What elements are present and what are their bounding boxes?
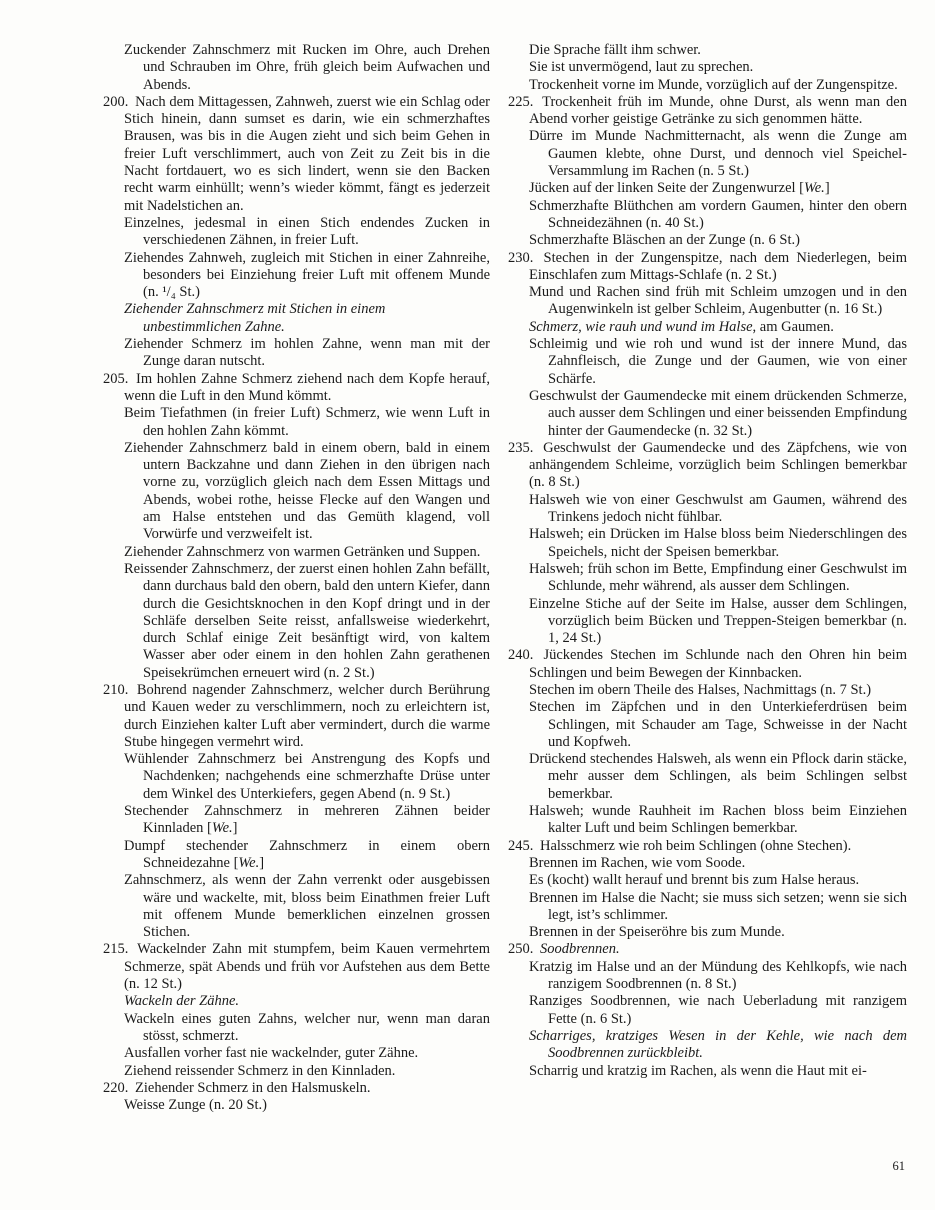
symptom-text: Weisse Zunge (n. 20 St.) [124, 1097, 268, 1114]
entry-number: 220. [103, 1079, 129, 1096]
symptom-text: Halsschmerz wie roh beim Schlingen (ohne Stechen). [540, 837, 852, 854]
text-columns [103, 42, 907, 1114]
symptom-entry [508, 59, 907, 76]
symptom-entry [103, 544, 490, 561]
symptom-entry [508, 440, 907, 492]
symptom-text: Kratzig im Halse und an der Mündung des Kehlkopfs, wie nach ranzigem Soodbrennen (n. 8 St.) [529, 958, 907, 993]
symptom-text: ] [259, 854, 265, 871]
entry-number: 240. [508, 647, 534, 664]
symptom-entry [508, 198, 907, 233]
symptom-entry [508, 647, 907, 682]
symptom-text-italic: Scharriges, kratziges Wesen in der Kehle, wie nach dem Soodbrennen zurückbleibt. [529, 1027, 907, 1062]
symptom-text: Stechender Zahnschmerz in mehreren Zähnen beider Kinnladen [ [124, 803, 490, 837]
symptom-text: Ranziges Soodbrennen, wie nach Ueberladung mit ranzigem Fette (n. 6 St.) [529, 993, 907, 1027]
symptom-text: Jücken auf der linken Seite der Zungenwurzel [ [529, 180, 804, 197]
symptom-entry [103, 682, 490, 751]
symptom-text: Stechen in der Zungenspitze, nach dem Niederlegen, beim Einschlafen zum Mittags-Schlafe (n. 2 St.) [529, 249, 907, 283]
symptom-text: Drückend stechendes Halsweh, als wenn ein Pflock darin stäcke, mehr ausser dem Schlingen, als beim Schlingen selbst bemerkbar. [529, 751, 907, 802]
symptom-entry [103, 872, 490, 941]
symptom-entry [103, 993, 490, 1010]
symptom-entry [103, 1011, 490, 1046]
symptom-entry [103, 94, 490, 215]
symptom-entry [103, 371, 490, 406]
symptom-text: Nach dem Mittagessen, Zahnweh, zuerst wie ein Schlag oder Stich hinein, dann sumset es darin, wie ein schmerzhaftes Brausen, was bis in die Augen zieht und sich beim Gehen in freier Luft verschlimmert, auch von Zeit zu Zeit bis in die Nacht fortdauert, wo es sich lindert, wenn sie den Backen recht warm einhüllt; wenn’s wieder kömmt, fängt es jederzeit mit Nadelstichen an. [124, 93, 490, 214]
entry-number: 200. [103, 93, 129, 110]
symptom-entry [103, 1080, 490, 1097]
symptom-entry [103, 440, 490, 544]
symptom-text-italic: We. [804, 180, 825, 197]
symptom-entry [508, 180, 907, 197]
entry-number: 215. [103, 941, 129, 958]
symptom-text: Halsweh; ein Drücken im Halse bloss beim Niederschlingen des Speichels, nicht der Speisen bemerkbar. [529, 526, 907, 560]
symptom-entry [508, 526, 907, 561]
symptom-entry [508, 77, 907, 94]
symptom-text: Schmerzhafte Bläschen an der Zunge (n. 6 St.) [529, 232, 800, 249]
symptom-text: Bohrend nagender Zahnschmerz, welcher durch Berührung und Kauen weder zu verschlimmern, noch zu erleichtern ist, durch Einziehen kalter Luft aber vermindert, durch die warme Stube hingegen vermehrt wird. [124, 681, 490, 750]
symptom-entry [508, 1063, 907, 1080]
symptom-text: Geschwulst der Gaumendecke und des Zäpfchens, wie von anhängendem Schleime, vorzüglich beim Schlingen bemerkbar (n. 8 St.) [529, 439, 907, 491]
symptom-text: Schleimig und wie roh und wund ist der innere Mund, das Zahnfleisch, die Zunge und der Gaumen, wie von einer Schärfe. [529, 336, 907, 387]
entry-number: 245. [508, 837, 534, 854]
symptom-entry [103, 1063, 490, 1080]
symptom-entry [103, 941, 490, 993]
symptom-text-italic: Soodbrennen. [540, 941, 620, 958]
symptom-text: Stechen im Zäpfchen und in den Unterkieferdrüsen beim Schlingen, mit Schauder am Tage, Schweisse in der Nacht und Kopfweh. [529, 699, 907, 750]
symptom-text: Geschwulst der Gaumendecke mit einem drückenden Schmerze, auch ausser dem Schlingen und einer beissenden Empfindung hinter der Gaumendecke (n. 32 St.) [529, 387, 907, 439]
symptom-text-italic: We. [238, 854, 260, 871]
page-number: 61 [892, 1159, 905, 1173]
symptom-text: Ausfallen vorher fast nie wackelnder, guter Zähne. [124, 1045, 419, 1062]
symptom-text: Wackelnder Zahn mit stumpfem, beim Kauen vermehrtem Schmerze, spät Abends und früh vor Aufstehen aus dem Bette (n. 12 St.) [124, 941, 490, 993]
symptom-text-italic: Ziehender Zahnschmerz mit Stichen in einem [124, 301, 386, 318]
symptom-text: Dumpf stechender Zahnschmerz in einem obern Schneidezahne [ [124, 837, 490, 871]
entry-number: 230. [508, 249, 534, 266]
symptom-entry [508, 751, 907, 803]
symptom-text: Die Sprache fällt ihm schwer. [529, 42, 701, 58]
symptom-entry [103, 405, 490, 440]
symptom-text: ] [232, 820, 238, 837]
symptom-text: Trockenheit früh im Munde, ohne Durst, als wenn man den Abend vorher geistige Getränke zu sich genommen hätte. [529, 93, 907, 128]
symptom-text: Wackeln eines guten Zahns, welcher nur, wenn man daran stösst, schmerzt. [124, 1010, 490, 1044]
symptom-text: Ziehender Schmerz im hohlen Zahne, wenn man mit der Zunge daran nutscht. [124, 336, 490, 370]
symptom-text: Halsweh wie von einer Geschwulst am Gaumen, während des Trinkens jedoch nicht fühlbar. [529, 491, 907, 526]
symptom-text: Mund und Rachen sind früh mit Schleim umzogen und in den Augenwinkeln ist gelber Schleim, Augenbutter (n. 16 St.) [529, 284, 907, 318]
symptom-text: Scharrig und kratzig im Rachen, als wenn die Haut mit ei- [529, 1062, 867, 1079]
symptom-entry [508, 250, 907, 285]
symptom-text: Brennen in der Speiseröhre bis zum Munde. [529, 924, 785, 941]
symptom-entry [508, 596, 907, 648]
symptom-text: Einzelne Stiche auf der Seite im Halse, ausser dem Schlingen, vorzüglich beim Bücken und Treppen-Steigen bemerkbar (n. 1, 24 St.) [529, 595, 907, 647]
left-column [103, 42, 490, 1114]
symptom-entry [103, 250, 490, 302]
symptom-entry [508, 388, 907, 440]
symptom-entry [508, 890, 907, 925]
symptom-text: Halsweh; wunde Rauhheit im Rachen bloss beim Einziehen kalter Luft und beim Schlingen bemerkbar. [529, 803, 907, 837]
symptom-text: Im hohlen Zahne Schmerz ziehend nach dem Kopfe herauf, wenn die Luft in den Mund kömmt. [124, 370, 491, 404]
symptom-text: Brennen im Rachen, wie vom Soode. [529, 854, 746, 871]
symptom-entry [508, 872, 907, 889]
symptom-text: Schmerzhafte Blüthchen am vordern Gaumen, hinter den obern Schneidezähnen (n. 40 St.) [529, 197, 907, 231]
symptom-text: Reissender Zahnschmerz, der zuerst einen hohlen Zahn befällt, dann durchaus bald den obern, bald den untern Kiefer, dann durch die Gesichtsknochen in den Kopf dringt und in der Schläfe derselben Seite reisst, anfallsweise wiederkehrt, durch Schlaf einige Zeit besänftigt wird, von kaltem Wasser aber oder einem in den hohlen Zahn gerathenen Speisekrümchen erneuert wird (n. 2 St.) [124, 560, 490, 681]
symptom-text: Trockenheit vorne im Munde, vorzüglich auf der Zungenspitze. [529, 76, 898, 93]
symptom-text: ] [824, 180, 830, 197]
symptom-entry [508, 993, 907, 1028]
symptom-entry [508, 94, 907, 129]
symptom-text: Ziehendes Zahnweh, zugleich mit Stichen in einer Zahnreihe, besonders bei Einziehung freier Luft mit offenem Munde (n. ¹/₄ St.) [124, 249, 490, 301]
symptom-text: Brennen im Halse die Nacht; sie muss sich setzen; wenn sie sich legt, ist’s schlimmer. [529, 889, 907, 923]
symptom-text: Sie ist unvermögend, laut zu sprechen. [529, 59, 754, 76]
symptom-text-italic: We. [211, 820, 233, 837]
symptom-entry [103, 751, 490, 803]
symptom-entry [103, 42, 490, 94]
symptom-text: Dürre im Munde Nachmitternacht, als wenn die Zunge am Gaumen klebte, ohne Durst, und dennoch viel Speichel-Versammlung im Rachen (n. 5 St.) [529, 128, 907, 180]
entry-number: 235. [508, 439, 534, 456]
symptom-entry [103, 215, 490, 250]
symptom-entry [508, 492, 907, 527]
symptom-text: Wühlender Zahnschmerz bei Anstrengung des Kopfs und Nachdenken; nachgehends eine schmerzhafte Drüse unter dem Winkel des Unterkiefers, gegen Abend (n. 9 St.) [124, 751, 490, 802]
symptom-entry [508, 838, 907, 855]
symptom-entry [508, 699, 907, 751]
symptom-text: Zahnschmerz, als wenn der Zahn verrenkt oder ausgebissen wäre und wackelte, mit, bloss beim Einathmen freier Luft mit offenem Munde bemerklichen einzelnen grossen Stichen. [124, 872, 490, 941]
symptom-entry [103, 803, 490, 838]
entry-number: 250. [508, 941, 534, 958]
symptom-entry [508, 336, 907, 388]
symptom-text: Es (kocht) wallt herauf und brennt bis zum Halse heraus. [529, 872, 860, 889]
symptom-text: Einzelnes, jedesmal in einen Stich endendes Zucken in verschiedenen Zähnen, in freier Luft. [124, 214, 490, 249]
symptom-entry [103, 838, 490, 873]
entry-number: 210. [103, 681, 129, 698]
symptom-entry [508, 319, 907, 336]
symptom-text: Jückendes Stechen im Schlunde nach den Ohren hin beim Schlingen und beim Bewegen der Kinnbacken. [529, 647, 907, 681]
symptom-entry [103, 561, 490, 682]
symptom-entry [103, 336, 490, 371]
symptom-entry [508, 561, 907, 596]
symptom-text: Beim Tiefathmen (in freier Luft) Schmerz, wie wenn Luft in den hohlen Zahn kömmt. [124, 405, 490, 439]
symptom-text-italic: Wackeln der Zähne. [124, 993, 240, 1010]
symptom-text: Ziehender Zahnschmerz bald in einem obern, bald in einem untern Backzahne und dann Ziehen in den übrigen nach vorne zu, vorzüglich gleich nach dem Essen Mittags und Abends, wobei rothe, heisse Flecke auf den Wangen und am Halse entstehen und das Gemüth klagend, voll Vorwürfe und verzweifelt ist. [124, 439, 490, 543]
symptom-text-italic: Schmerz, wie rauh und wund im Halse [529, 318, 753, 335]
symptom-entry [508, 682, 907, 699]
symptom-text: Ziehender Schmerz in den Halsmuskeln. [135, 1079, 371, 1096]
symptom-text: Ziehend reissender Schmerz in den Kinnladen. [124, 1062, 396, 1079]
symptom-entry [508, 855, 907, 872]
symptom-entry [103, 1045, 490, 1062]
symptom-entry [508, 1028, 907, 1063]
entry-number: 205. [103, 370, 129, 387]
symptom-entry [508, 803, 907, 838]
symptom-entry [508, 128, 907, 180]
symptom-entry [103, 301, 490, 336]
symptom-text: , am Gaumen. [752, 318, 834, 335]
symptom-entry [508, 959, 907, 994]
symptom-text: Ziehender Zahnschmerz von warmen Getränken und Suppen. [124, 543, 481, 560]
symptom-entry [508, 232, 907, 249]
symptom-entry [508, 924, 907, 941]
symptom-text: Stechen im obern Theile des Halses, Nachmittags (n. 7 St.) [529, 681, 872, 698]
right-column [508, 42, 907, 1114]
symptom-text: Halsweh; früh schon im Bette, Empfindung einer Geschwulst im Schlunde, mehr während, als ausser dem Schlingen. [529, 560, 907, 595]
symptom-text: Zuckender Zahnschmerz mit Rucken im Ohre, auch Drehen und Schrauben im Ohre, früh gleich beim Aufwachen und Abends. [124, 42, 490, 93]
entry-number: 225. [508, 93, 534, 110]
symptom-text-italic: unbestimmlichen Zahne. [143, 318, 285, 335]
symptom-entry [508, 42, 907, 59]
symptom-entry [508, 284, 907, 319]
symptom-entry [508, 941, 907, 958]
symptom-entry [103, 1097, 490, 1114]
